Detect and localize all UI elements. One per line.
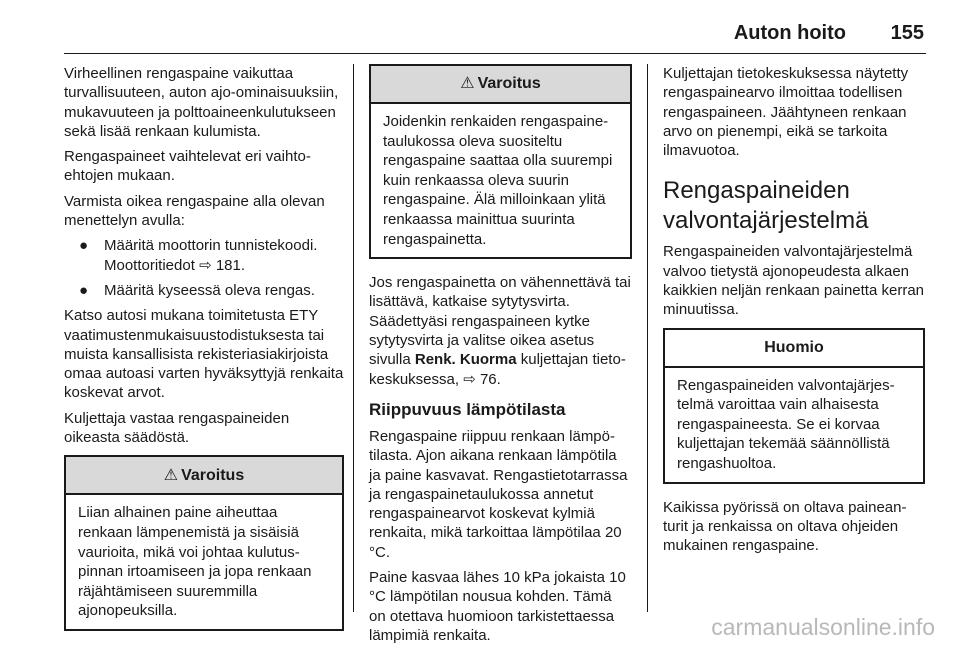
column-2 <box>369 64 632 651</box>
warning-triangle-icon: ⚠ <box>460 75 475 93</box>
page-number: 155 <box>890 22 924 44</box>
paragraph: Rengaspaineiden valvontajärjestelmä valvoo tietystä ajonopeudesta alkaen kaikkien neljän renkaan painetta kerran minuutissa. <box>663 243 924 319</box>
paragraph: Varmista oikea rengaspaine alla olevan menettelyn avulla: <box>64 192 325 230</box>
section-heading: Riippuvuus lämpötilasta <box>369 399 566 419</box>
paragraph: Katso autosi mukana toimitetusta ETY vaatimustenmukaisuustodistuksesta tai muista kansallisista rekisteriasiakirjoista omaa autoasi varten hyväksyttyjä renkaita koskevat arvot. <box>64 307 344 402</box>
watermark: carmanualsonline.info <box>711 614 935 640</box>
paragraph: Kuljettajan tietokeskuksessa näytetty rengaspainearvo ilmoittaa todellisen rengaspaineen. Jäähtyneen renkaan arvo on pienempi, eikä se tarkoita ilmavuotoa. <box>663 65 909 160</box>
warning-title: Varoitus <box>477 75 541 93</box>
warning-text: Joidenkin renkaiden rengaspainetaulukossa oleva suositeltu rengaspaine saattaa olla suurempi kuin renkaassa oleva suurin rengaspaine. Älä milloinkaan ylitä renkaassa mainittua suurinta rengaspainetta. <box>383 113 613 248</box>
page-reference[interactable]: 76. <box>479 370 501 388</box>
list-item: ● Määritä moottorin tunnistekoodi. Moottoritiedot ⇨ 181. <box>79 237 318 274</box>
chapter-heading: Rengaspaineiden valvontajärjestelmä <box>663 177 869 235</box>
paragraph: Paine kasvaa lähes 10 kPa jokaista 10 °C lämpötilan nousua kohden. Tämä on otettava huomioon tarkistettaessa lämpimiä renkaita. <box>369 569 626 644</box>
paragraph: Kaikissa pyörissä on oltava paineanturit ja renkaissa on oltava ohjeiden mukainen rengaspaine. <box>663 498 907 555</box>
paragraph: Virheellinen rengaspaine vaikuttaa turvallisuuteen, auton ajo-ominaisuuksiin, mukavuuteen ja polttoaineenkulutukseen sekä lisää renkaan kulumista. <box>64 65 339 140</box>
warning-box <box>64 455 344 631</box>
warning-box-header <box>371 66 630 104</box>
running-header-title: Auton hoito <box>733 22 846 44</box>
note-box <box>663 328 925 484</box>
note-box-header <box>665 330 923 368</box>
list-item: ● Määritä kyseessä oleva rengas. <box>79 281 315 299</box>
header-rule <box>64 53 926 54</box>
warning-title: Varoitus <box>181 466 245 484</box>
warning-triangle-icon: ⚠ <box>163 466 179 484</box>
page-reference-arrow-icon: ⇨ <box>463 370 476 388</box>
column-divider-2 <box>647 64 648 612</box>
menu-term: Renk. Kuorma <box>414 351 517 369</box>
page-reference[interactable]: 181. <box>215 256 246 274</box>
paragraph: Kuljettaja vastaa rengaspaineiden oikeasta säädöstä. <box>64 409 290 447</box>
page-reference-arrow-icon: ⇨ <box>199 256 212 274</box>
warning-box <box>369 64 632 259</box>
paragraph: Rengaspaineet vaihtelevat eri vaihtoehtojen mukaan. <box>64 148 311 185</box>
bullet-icon: ● <box>79 237 89 255</box>
note-text: Rengaspaineiden valvontajärjestelmä varoittaa vain alhaisesta rengaspaineesta. Se ei korvaa kuljettajan tekemää säännöllistä rengashuoltoa. <box>677 376 895 473</box>
paragraph: Rengaspaine riippuu renkaan lämpötilasta. Ajon aikana renkaan lämpötila ja paine kasvavat. Rengastietotarrassa ja rengaspainetaulukossa annetut rengaspainearvot koskevat kylmiä renkaita, mikä tarkoittaa lämpötilaa 20 °C. <box>369 427 628 561</box>
warning-text: Liian alhainen paine aiheuttaa renkaan lämpenemistä ja sisäisiä vaurioita, mikä voi johtaa kulutuspinnan irtoamiseen ja jopa renkaan räjähtämiseen suuremmilla ajonopeuksilla. <box>78 504 312 620</box>
warning-box-header <box>66 457 342 495</box>
bullet-icon: ● <box>79 281 89 299</box>
column-3 <box>663 64 925 562</box>
paragraph: Jos rengaspainetta on vähennettävä tai lisättävä, katkaise sytytysvirta. Säädettyäsi rengaspaineen kytke sytytysvirta ja valitse oikea asetus sivulla Renk. Kuorma kuljettajan tietokeskuksessa, ⇨ 76. <box>369 274 631 388</box>
note-title: Huomio <box>764 339 824 357</box>
column-divider-1 <box>353 64 354 612</box>
column-1 <box>64 64 344 645</box>
